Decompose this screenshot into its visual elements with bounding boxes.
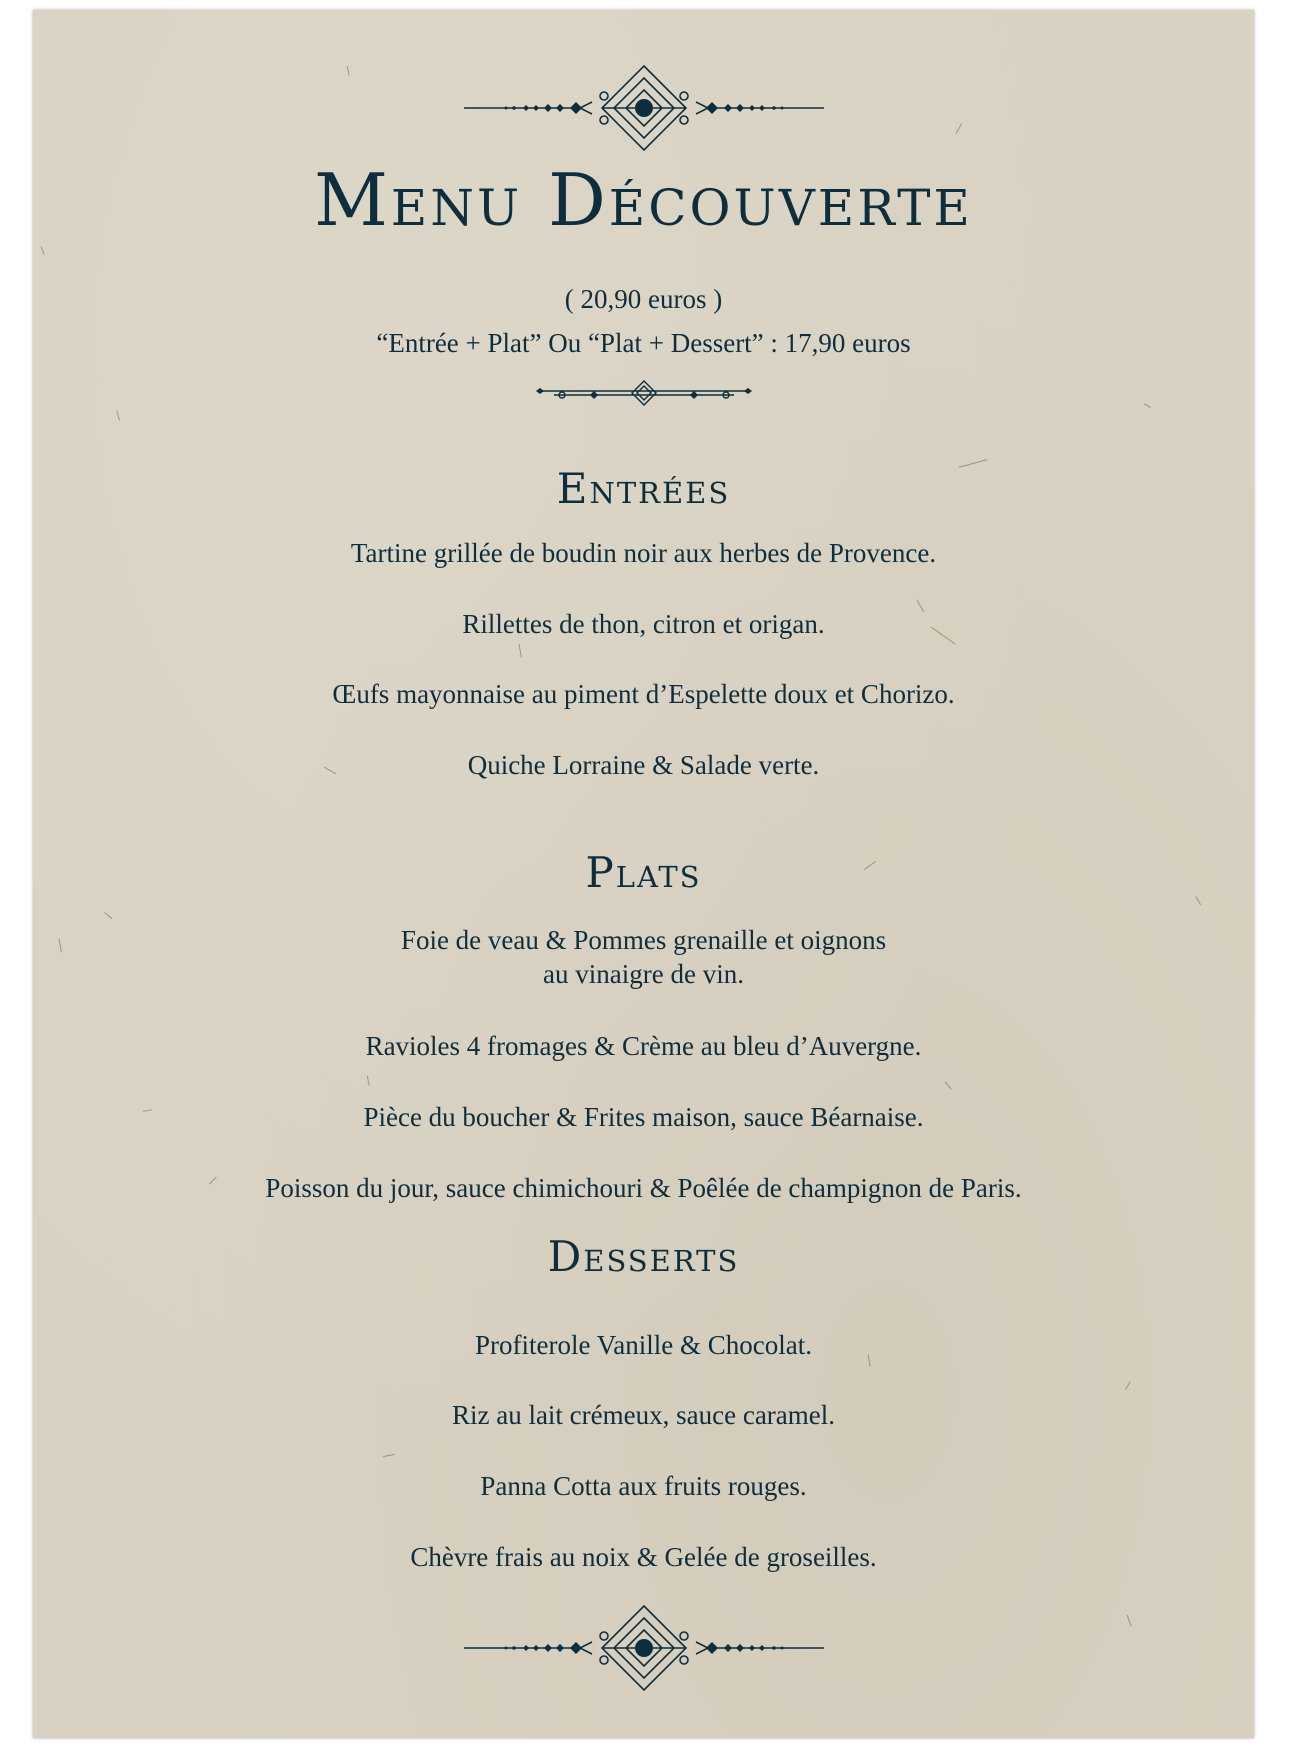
menu-price: ( 20,90 euros ) (564, 284, 723, 314)
menu-item: au vinaigre de vin. (543, 959, 744, 989)
menu-item: Quiche Lorraine & Salade verte. (467, 750, 820, 780)
small-divider-ornament (534, 378, 754, 408)
menu-item: Ravioles 4 fromages & Crème au bleu d’Auvergne. (365, 1031, 922, 1061)
menu-title: Menu Découverte (314, 158, 973, 242)
menu-item: Œufs mayonnaise au piment d’Espelette doux et Chorizo. (332, 679, 955, 709)
menu-item: Foie de veau & Pommes grenaille et oignons (400, 925, 887, 955)
art-deco-ornament-bottom (464, 1602, 824, 1702)
menu-page (33, 10, 1254, 1738)
menu-item: Rillettes de thon, citron et origan. (462, 609, 825, 639)
menu-item: Profiterole Vanille & Chocolat. (475, 1330, 812, 1360)
section-heading-plats: Plats (585, 848, 702, 897)
menu-item: Pièce du boucher & Frites maison, sauce Béarnaise. (363, 1102, 924, 1132)
menu-item: Riz au lait crémeux, sauce caramel. (451, 1400, 836, 1430)
art-deco-ornament-top (464, 62, 824, 162)
section-heading-desserts: Desserts (547, 1232, 740, 1281)
section-heading-entrees: Entrées (556, 464, 731, 513)
menu-item: Chèvre frais au noix & Gelée de groseilles. (410, 1542, 877, 1572)
menu-item: Panna Cotta aux fruits rouges. (480, 1471, 807, 1501)
menu-formula: “Entrée + Plat” Ou “Plat + Dessert” : 17,90 euros (376, 328, 911, 358)
menu-item: Tartine grillée de boudin noir aux herbes de Provence. (350, 538, 937, 568)
menu-item: Poisson du jour, sauce chimichouri & Poêlée de champignon de Paris. (265, 1173, 1022, 1203)
